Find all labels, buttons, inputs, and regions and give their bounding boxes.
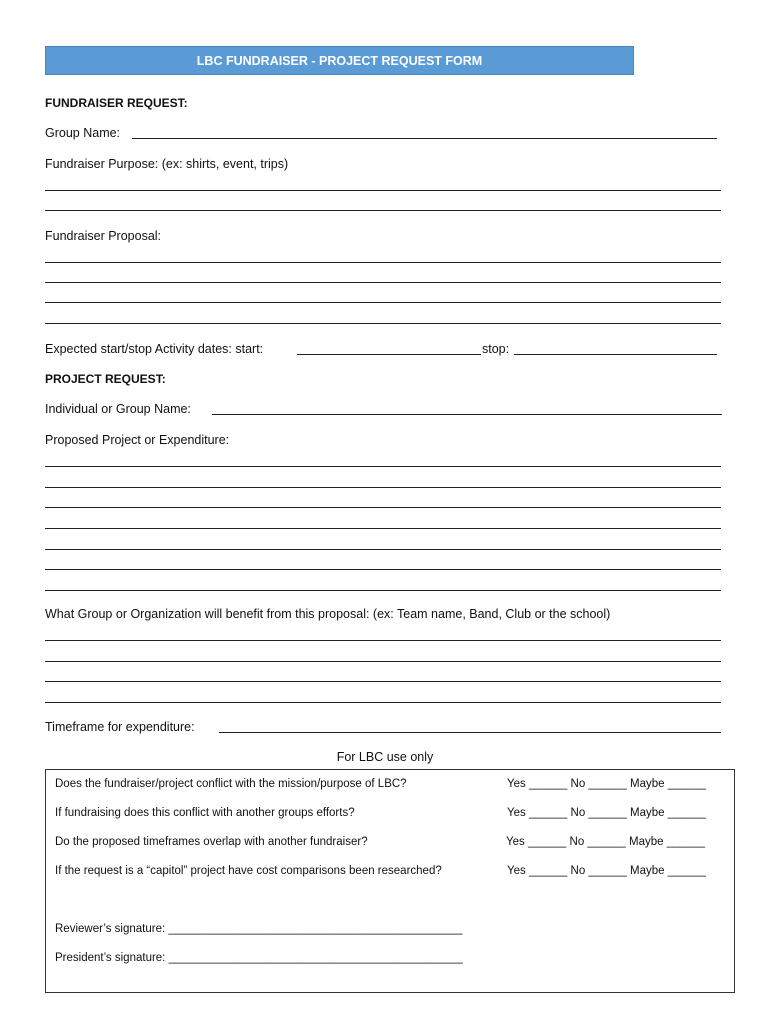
review-question: If the request is a “capitol” project have cost comparisons been researched? [55,865,442,877]
proposal-line-4[interactable] [45,323,721,324]
purpose-line-1[interactable] [45,190,721,191]
project-name-field[interactable] [212,414,722,415]
group-name-field[interactable] [132,138,717,139]
review-question: Do the proposed timeframes overlap with another fundraiser? [55,836,368,848]
expenditure-line-7[interactable] [45,590,721,591]
expenditure-line-2[interactable] [45,487,721,488]
proposal-line-3[interactable] [45,302,721,303]
expenditure-line-3[interactable] [45,507,721,508]
project-name-label: Individual or Group Name: [45,402,191,416]
review-answer[interactable]: Yes ______ No ______ Maybe ______ [507,778,707,790]
stop-label: stop: [482,342,510,356]
reviewer-signature[interactable]: Reviewer’s signature: ______________________________________________ [55,923,463,935]
purpose-label: Fundraiser Purpose: (ex: shirts, event, trips) [45,157,289,171]
expenditure-line-6[interactable] [45,569,721,570]
expenditure-line-1[interactable] [45,466,721,467]
proposal-line-1[interactable] [45,262,721,263]
group-name-label: Group Name: [45,126,121,140]
expenditure-line-4[interactable] [45,528,721,529]
fundraiser-heading: FUNDRAISER REQUEST: [45,96,188,110]
stop-date-field[interactable] [514,354,717,355]
review-answer[interactable]: Yes ______ No ______ Maybe ______ [507,865,707,877]
dates-label: Expected start/stop Activity dates: start: [45,342,264,356]
expenditure-label: Proposed Project or Expenditure: [45,433,230,447]
review-answer[interactable]: Yes ______ No ______ Maybe ______ [507,807,707,819]
start-date-field[interactable] [297,354,481,355]
review-answer[interactable]: Yes ______ No ______ Maybe ______ [506,836,706,848]
purpose-line-2[interactable] [45,210,721,211]
review-question: If fundraising does this conflict with another groups efforts? [55,807,355,819]
president-signature[interactable]: President’s signature: ______________________________________________ [55,952,463,964]
proposal-label: Fundraiser Proposal: [45,229,162,243]
timeframe-field[interactable] [219,732,721,733]
expenditure-line-5[interactable] [45,549,721,550]
review-question: Does the fundraiser/project conflict with the mission/purpose of LBC? [55,778,407,790]
lbc-use-caption: For LBC use only [336,750,434,764]
timeframe-label: Timeframe for expenditure: [45,720,195,734]
project-heading: PROJECT REQUEST: [45,372,166,386]
benefit-line-3[interactable] [45,681,721,682]
form-title-banner [45,46,634,75]
benefit-line-2[interactable] [45,661,721,662]
benefit-line-1[interactable] [45,640,721,641]
form-title: LBC FUNDRAISER - PROJECT REQUEST FORM [196,53,483,68]
benefit-label: What Group or Organization will benefit from this proposal: (ex: Team name, Band, Club or the school) [45,607,611,621]
proposal-line-2[interactable] [45,282,721,283]
benefit-line-4[interactable] [45,702,721,703]
